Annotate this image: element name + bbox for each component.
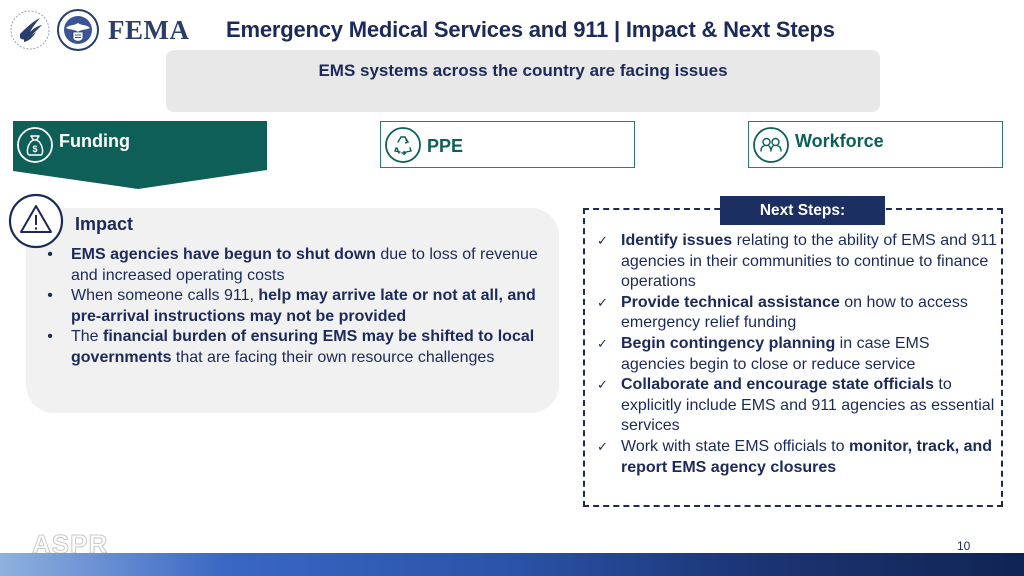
- subtitle-banner: [166, 50, 880, 112]
- impact-item: • EMS agencies have begun to shut down due to loss of revenue and increased operating costs: [45, 245, 545, 286]
- hhs-eagle-logo: [8, 8, 52, 52]
- next-steps-list: [597, 231, 997, 478]
- dhs-seal: [56, 8, 100, 52]
- category-funding[interactable]: [13, 121, 267, 168]
- recycle-icon: [384, 126, 422, 164]
- page-title: Emergency Medical Services and 911 | Impact & Next Steps: [226, 17, 835, 42]
- impact-item: • The financial burden of ensuring EMS may be shifted to local governments that are facing their own resource challenges: [45, 327, 545, 368]
- check-icon: ✓: [597, 438, 608, 454]
- bullet: •: [47, 328, 53, 346]
- money-bag-icon: [16, 126, 54, 164]
- next-step-item: ✓ Begin contingency planning in case EMS agencies begin to close or reduce service: [597, 334, 930, 373]
- check-icon: ✓: [597, 233, 608, 248]
- next-steps-title: Next Steps:: [720, 196, 885, 225]
- bullet: •: [47, 287, 53, 305]
- funding-active-arrow: [13, 168, 267, 189]
- fema-logo: FEMA: [108, 14, 190, 45]
- subtitle-text: EMS systems across the country are facing issues: [318, 61, 728, 80]
- aspr-logo: ASPR: [32, 533, 109, 553]
- warning-icon: [8, 193, 64, 249]
- category-label: Funding: [59, 131, 130, 151]
- people-icon: [752, 126, 790, 164]
- category-label: PPE: [427, 136, 464, 156]
- bullet: •: [47, 246, 53, 263]
- next-step-item: ✓ Collaborate and encourage state officials to explicitly include EMS and 911 agencies as essential services: [597, 376, 995, 435]
- header-logos: [8, 6, 189, 54]
- impact-title: Impact: [75, 214, 134, 234]
- category-ppe[interactable]: [380, 121, 635, 168]
- check-icon: ✓: [597, 377, 608, 393]
- svg-text:$: $: [32, 143, 38, 154]
- footer-gradient-bar: [0, 553, 1024, 576]
- check-icon: ✓: [597, 294, 608, 310]
- next-step-item: ✓ Provide technical assistance on how to access emergency relief funding: [597, 293, 968, 332]
- next-step-item: ✓ Work with state EMS officials to monitor, track, and report EMS agency closures: [597, 437, 993, 476]
- impact-list: [45, 245, 545, 369]
- impact-item: • When someone calls 911, help may arrive late or not at all, and pre-arrival instructions may not be provided: [45, 286, 545, 327]
- check-icon: ✓: [597, 335, 608, 351]
- page-number: 10: [957, 539, 971, 553]
- next-step-item: ✓ Identify issues relating to the ability of EMS and 911 agencies in their communities to continue to finance operations: [597, 232, 997, 291]
- category-label: Workforce: [795, 131, 884, 151]
- category-workforce[interactable]: [748, 121, 1003, 168]
